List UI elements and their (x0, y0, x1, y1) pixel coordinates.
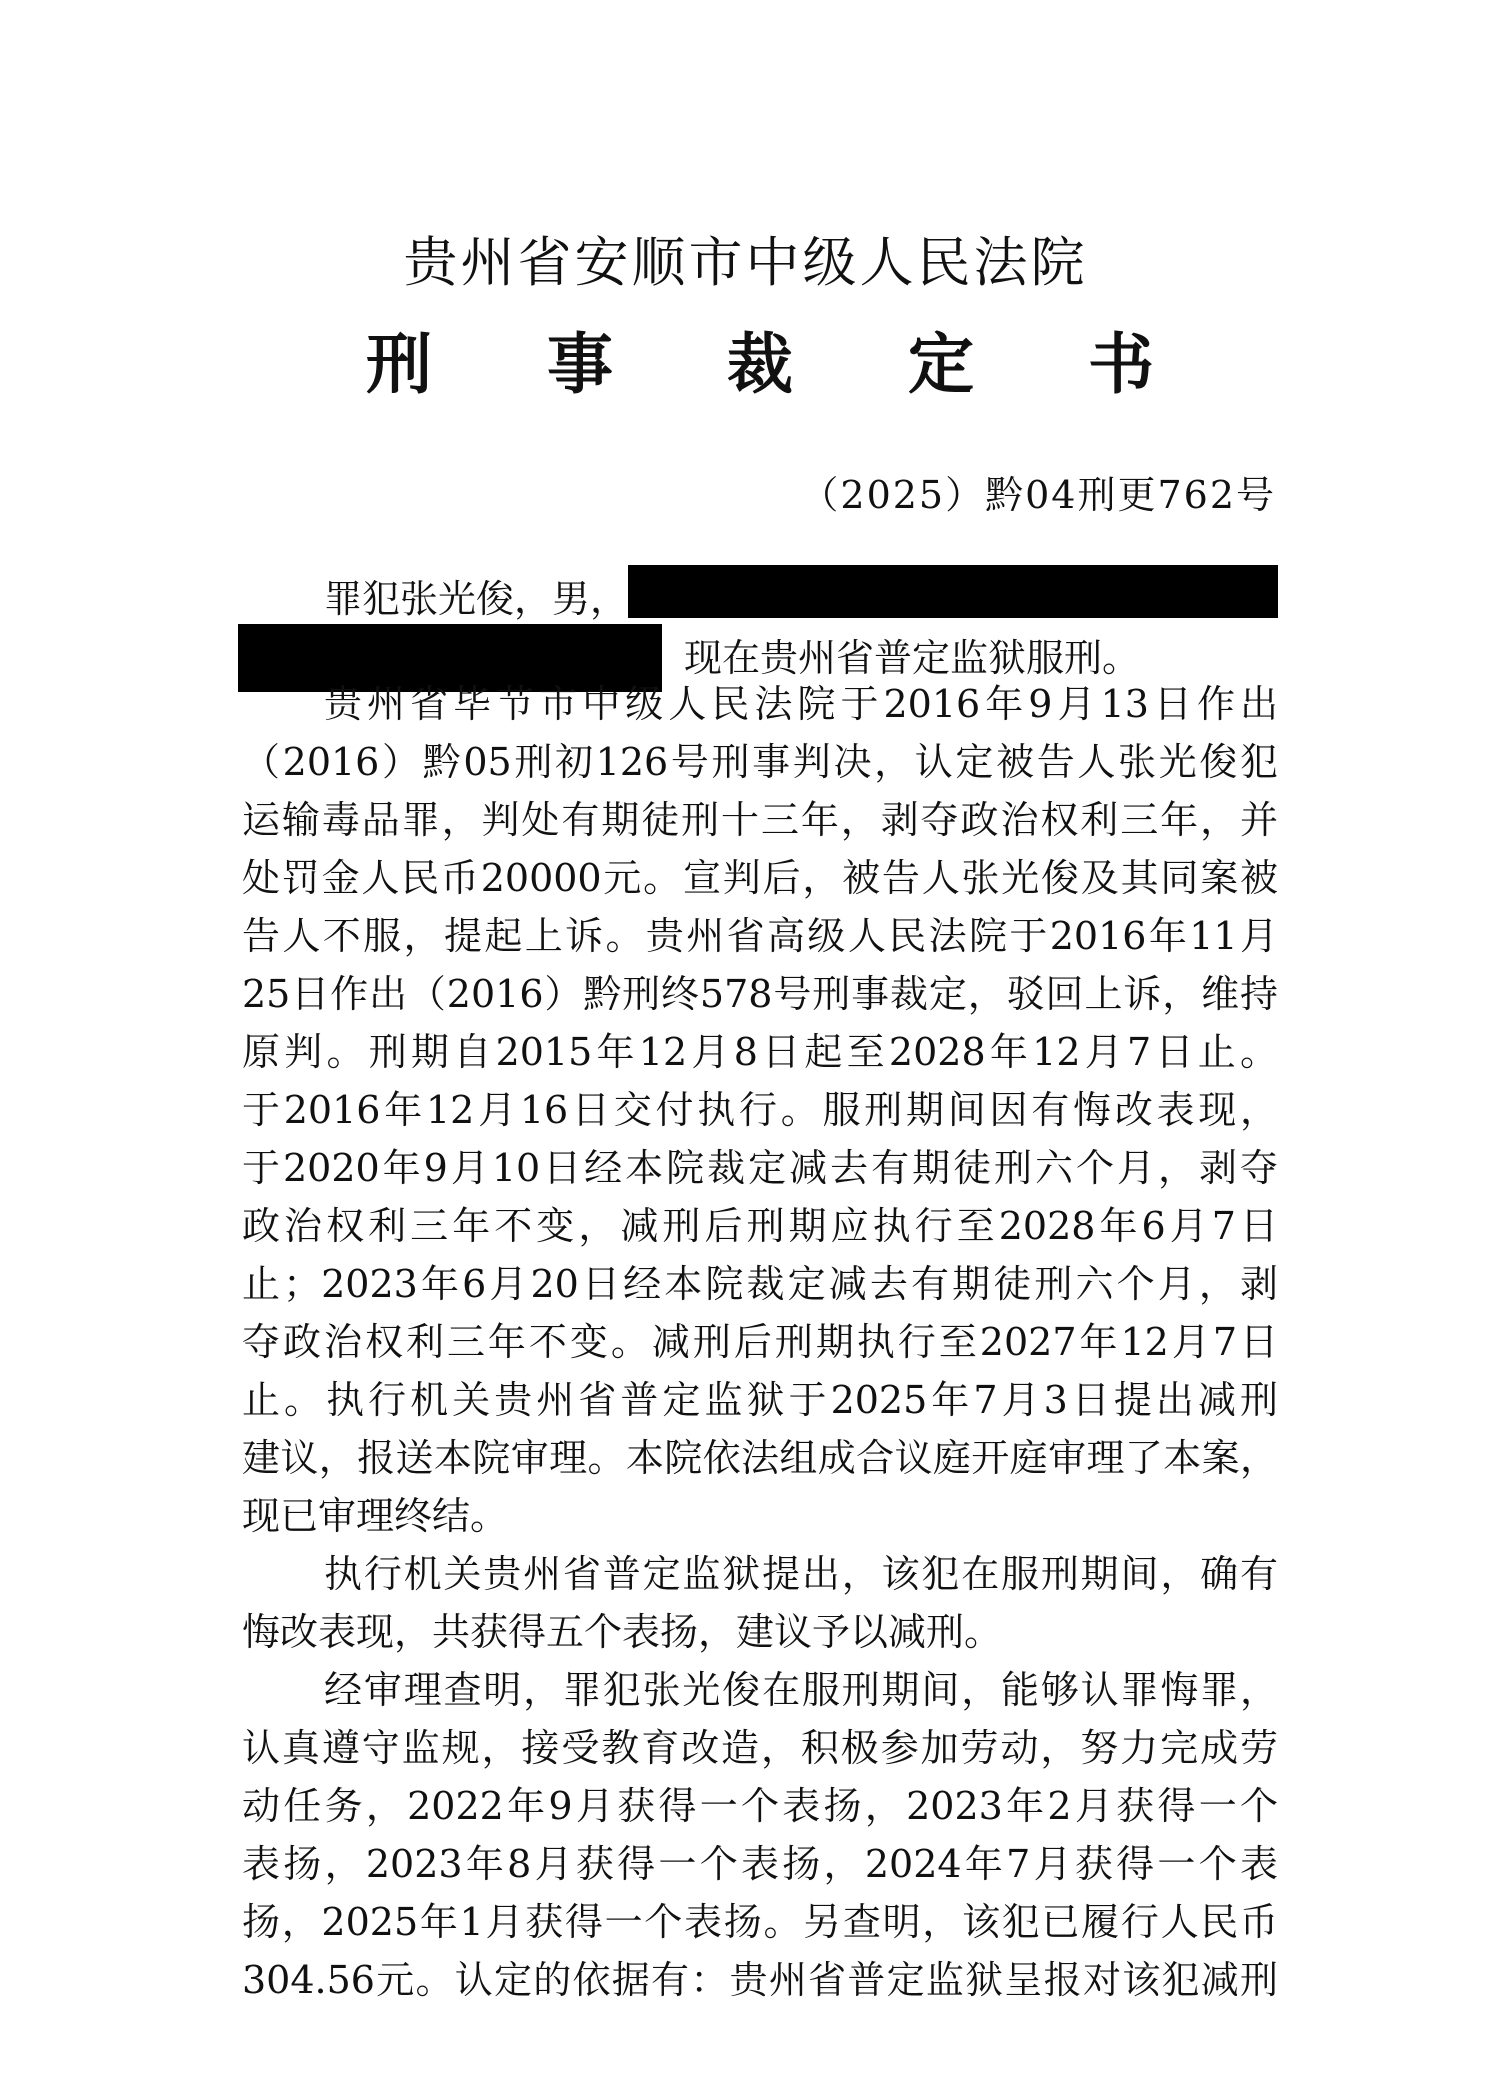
body-line: 运输毒品罪，判处有期徒刑十三年，剥夺政治权利三年，并 (242, 798, 1278, 842)
body-line: 建议，报送本院审理。本院依法组成合议庭开庭审理了本案， (242, 1436, 1278, 1480)
doc-type-char: 事 (547, 326, 613, 403)
body-line: 扬，2025年1月获得一个表扬。另查明，该犯已履行人民币 (242, 1900, 1278, 1944)
body-line: 贵州省毕节市中级人民法院于2016年9月13日作出 (324, 682, 1278, 726)
doc-type-char: 裁 (727, 326, 793, 403)
body-line: （2016）黔05刑初126号刑事判决，认定被告人张光俊犯 (242, 740, 1278, 784)
body-line: 现在贵州省普定监狱服刑。 (684, 636, 1141, 680)
body-line: 悔改表现，共获得五个表扬，建议予以减刑。 (242, 1610, 1003, 1654)
body-line: 罪犯张光俊，男， (324, 577, 629, 621)
doc-type-char: 刑 (366, 326, 432, 403)
body-line: 夺政治权利三年不变。减刑后刑期执行至2027年12月7日 (242, 1320, 1278, 1364)
body-line: 政治权利三年不变，减刑后刑期应执行至2028年6月7日 (242, 1204, 1278, 1248)
body-line: 304.56元。认定的依据有：贵州省普定监狱呈报对该犯减刑 (242, 1958, 1278, 2002)
body-line: 处罚金人民币20000元。宣判后，被告人张光俊及其同案被 (242, 856, 1278, 900)
body-line: 原判。刑期自2015年12月8日起至2028年12月7日止。 (242, 1030, 1278, 1074)
body-line: 25日作出（2016）黔刑终578号刑事裁定，驳回上诉，维持 (242, 972, 1278, 1016)
body-line: 表扬，2023年8月获得一个表扬，2024年7月获得一个表 (242, 1842, 1278, 1886)
doc-type-char: 定 (908, 326, 974, 403)
doc-type-char: 书 (1088, 326, 1154, 403)
body-line: 于2016年12月16日交付执行。服刑期间因有悔改表现， (242, 1088, 1278, 1132)
court-name: 贵州省安顺市中级人民法院 (403, 231, 1088, 294)
body-line: 止。执行机关贵州省普定监狱于2025年7月3日提出减刑 (242, 1378, 1278, 1422)
body-line: 止；2023年6月20日经本院裁定减去有期徒刑六个月，剥 (242, 1262, 1278, 1306)
body-line: 执行机关贵州省普定监狱提出，该犯在服刑期间，确有 (324, 1552, 1278, 1596)
body-line: 于2020年9月10日经本院裁定减去有期徒刑六个月，剥夺 (242, 1146, 1278, 1190)
body-line: 告人不服，提起上诉。贵州省高级人民法院于2016年11月 (242, 914, 1278, 958)
body-line: 动任务，2022年9月获得一个表扬，2023年2月获得一个 (242, 1784, 1278, 1828)
case-number: （2025）黔04刑更762号 (800, 473, 1276, 517)
body-line: 认真遵守监规，接受教育改造，积极参加劳动，努力完成劳 (242, 1726, 1278, 1770)
body-line: 经审理查明，罪犯张光俊在服刑期间，能够认罪悔罪， (324, 1668, 1278, 1712)
redaction-block (628, 565, 1278, 618)
body-line: 现已审理终结。 (242, 1494, 509, 1538)
